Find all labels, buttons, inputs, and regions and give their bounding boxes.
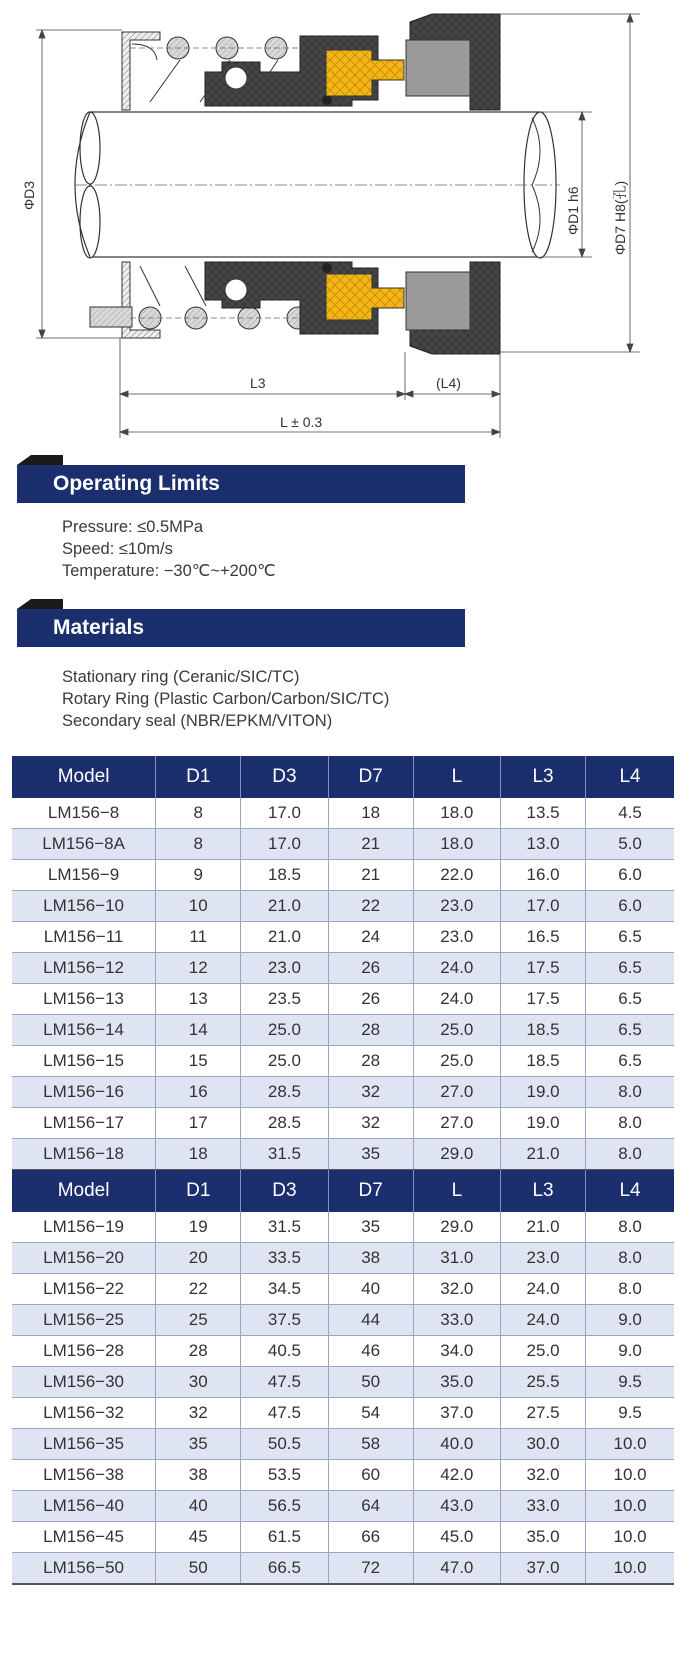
cell-l3: 18.5 [500,1046,585,1077]
cell-l3: 25.0 [500,1336,585,1367]
cell-l: 29.0 [413,1212,500,1243]
cell-l4: 9.0 [586,1336,674,1367]
cell-model: LM156−40 [12,1491,156,1522]
cell-l: 25.0 [413,1015,500,1046]
header-tab-decoration [17,599,63,609]
cell-d7: 50 [328,1367,413,1398]
cell-model: LM156−35 [12,1429,156,1460]
stationary-ring-material: Stationary ring (Ceranic/SIC/TC) [62,668,300,686]
table-row [12,922,674,953]
cell-l3: 19.0 [500,1077,585,1108]
col-header-d1: D1 [156,1170,241,1212]
table-header-row [12,756,674,798]
cell-l: 35.0 [413,1367,500,1398]
table-row [12,984,674,1015]
cell-l3: 25.5 [500,1367,585,1398]
cell-l4: 8.0 [586,1243,674,1274]
cell-d3: 28.5 [241,1077,328,1108]
cell-d3: 61.5 [241,1522,328,1553]
rotary-face-insert-bottom [326,274,404,320]
label-l3: L3 [250,375,266,391]
cell-d7: 35 [328,1139,413,1171]
cell-d1: 16 [156,1077,241,1108]
cell-l: 32.0 [413,1274,500,1305]
cell-l4: 6.0 [586,891,674,922]
col-header-l4: L4 [586,1170,674,1212]
cell-d1: 13 [156,984,241,1015]
cell-l4: 4.5 [586,798,674,829]
cell-d7: 40 [328,1274,413,1305]
cell-model: LM156−11 [12,922,156,953]
cell-d3: 56.5 [241,1491,328,1522]
temperature-limit: Temperature: −30℃~+200℃ [62,562,276,580]
cell-d3: 17.0 [241,798,328,829]
cell-l: 43.0 [413,1491,500,1522]
cell-model: LM156−15 [12,1046,156,1077]
cell-l3: 21.0 [500,1139,585,1171]
cell-d7: 21 [328,860,413,891]
cell-d7: 60 [328,1460,413,1491]
cell-d7: 22 [328,891,413,922]
materials-title: Materials [17,609,465,647]
operating-limits-title: Operating Limits [17,465,465,503]
cell-d1: 38 [156,1460,241,1491]
cell-d7: 44 [328,1305,413,1336]
cell-model: LM156−20 [12,1243,156,1274]
cell-d7: 46 [328,1336,413,1367]
table-row [12,1305,674,1336]
cell-d3: 17.0 [241,829,328,860]
table-row [12,1046,674,1077]
col-header-d1: D1 [156,756,241,798]
materials-header [17,599,465,637]
materials-list [62,666,389,732]
cell-d3: 66.5 [241,1553,328,1585]
cell-l3: 30.0 [500,1429,585,1460]
cell-l4: 5.0 [586,829,674,860]
cell-d7: 58 [328,1429,413,1460]
cell-d7: 66 [328,1522,413,1553]
cell-l: 27.0 [413,1108,500,1139]
cell-d3: 25.0 [241,1046,328,1077]
cell-l: 34.0 [413,1336,500,1367]
cell-d1: 12 [156,953,241,984]
cell-d3: 21.0 [241,891,328,922]
cell-d3: 25.0 [241,1015,328,1046]
label-d7: ΦD7 H8(孔) [612,180,628,255]
cell-l4: 9.5 [586,1367,674,1398]
seal-cross-section-drawing [0,0,700,480]
cell-l3: 19.0 [500,1108,585,1139]
cell-d7: 72 [328,1553,413,1585]
cell-l4: 8.0 [586,1212,674,1243]
cell-d1: 35 [156,1429,241,1460]
cell-l: 24.0 [413,984,500,1015]
col-header-l3: L3 [500,1170,585,1212]
cell-l: 45.0 [413,1522,500,1553]
rotary-ring-material: Rotary Ring (Plastic Carbon/Carbon/SIC/TC) [62,690,390,708]
cell-d1: 18 [156,1139,241,1171]
cell-model: LM156−45 [12,1522,156,1553]
cell-l3: 16.0 [500,860,585,891]
cell-l: 22.0 [413,860,500,891]
header-tab-decoration [17,455,63,465]
label-l: L ± 0.3 [280,414,323,430]
cell-model: LM156−9 [12,860,156,891]
cell-d1: 28 [156,1336,241,1367]
cell-d3: 47.5 [241,1398,328,1429]
cell-l: 33.0 [413,1305,500,1336]
cell-l3: 37.0 [500,1553,585,1585]
col-header-model: Model [12,756,156,798]
cell-l4: 9.0 [586,1305,674,1336]
cell-l: 42.0 [413,1460,500,1491]
cell-l4: 10.0 [586,1491,674,1522]
col-header-l4: L4 [586,756,674,798]
cell-l: 40.0 [413,1429,500,1460]
label-d1: ΦD1 h6 [565,186,581,235]
cell-d1: 32 [156,1398,241,1429]
cell-d1: 8 [156,798,241,829]
rotary-face-insert-top [326,50,404,96]
col-header-d3: D3 [241,756,328,798]
cell-model: LM156−14 [12,1015,156,1046]
table-row [12,1243,674,1274]
cell-l4: 6.5 [586,922,674,953]
cell-d7: 38 [328,1243,413,1274]
cell-d3: 33.5 [241,1243,328,1274]
cell-l3: 27.5 [500,1398,585,1429]
cell-d7: 26 [328,984,413,1015]
cell-d7: 54 [328,1398,413,1429]
col-header-l: L [413,756,500,798]
cell-l4: 6.5 [586,953,674,984]
cell-l3: 32.0 [500,1460,585,1491]
operating-limits-header [17,455,465,493]
cell-d1: 40 [156,1491,241,1522]
cell-l4: 6.0 [586,860,674,891]
cell-d1: 10 [156,891,241,922]
table-row [12,1077,674,1108]
cell-d7: 18 [328,798,413,829]
cell-d1: 15 [156,1046,241,1077]
cell-d7: 28 [328,1015,413,1046]
table-row [12,1336,674,1367]
table-row [12,860,674,891]
cell-model: LM156−16 [12,1077,156,1108]
cell-l: 23.0 [413,891,500,922]
cell-l3: 16.5 [500,922,585,953]
cell-d3: 18.5 [241,860,328,891]
cell-l3: 21.0 [500,1212,585,1243]
table-row [12,953,674,984]
cell-d1: 17 [156,1108,241,1139]
cell-l4: 9.5 [586,1398,674,1429]
cell-l3: 17.0 [500,891,585,922]
cell-model: LM156−19 [12,1212,156,1243]
cell-l3: 24.0 [500,1305,585,1336]
cell-l: 24.0 [413,953,500,984]
cell-d1: 50 [156,1553,241,1585]
label-d3: ΦD3 [21,180,37,210]
table-row [12,1429,674,1460]
cell-l4: 6.5 [586,984,674,1015]
cell-d1: 9 [156,860,241,891]
table-row [12,1398,674,1429]
cell-d1: 22 [156,1274,241,1305]
cell-d7: 35 [328,1212,413,1243]
cell-l3: 24.0 [500,1274,585,1305]
col-header-l: L [413,1170,500,1212]
cell-model: LM156−17 [12,1108,156,1139]
table-row [12,1553,674,1585]
spring-retainer-top [122,32,160,110]
cell-d1: 45 [156,1522,241,1553]
cell-l: 18.0 [413,798,500,829]
cell-model: LM156−32 [12,1398,156,1429]
cell-d1: 30 [156,1367,241,1398]
cell-d1: 20 [156,1243,241,1274]
pressure-limit: Pressure: ≤0.5MPa [62,518,204,536]
col-header-d7: D7 [328,1170,413,1212]
cell-l3: 23.0 [500,1243,585,1274]
table-row [12,798,674,829]
cell-l: 18.0 [413,829,500,860]
shaft [75,112,560,258]
cell-d1: 11 [156,922,241,953]
table-row [12,1367,674,1398]
cell-d3: 23.0 [241,953,328,984]
cell-model: LM156−18 [12,1139,156,1171]
cell-l3: 13.0 [500,829,585,860]
cell-d3: 37.5 [241,1305,328,1336]
cell-d3: 53.5 [241,1460,328,1491]
cell-d1: 14 [156,1015,241,1046]
cell-l: 29.0 [413,1139,500,1171]
cell-l: 37.0 [413,1398,500,1429]
cell-l: 25.0 [413,1046,500,1077]
table-row [12,1274,674,1305]
cell-l3: 35.0 [500,1522,585,1553]
cell-model: LM156−10 [12,891,156,922]
label-l4: (L4) [436,375,461,391]
cell-model: LM156−8A [12,829,156,860]
cell-l: 47.0 [413,1553,500,1585]
table-row [12,1212,674,1243]
cell-d7: 21 [328,829,413,860]
table-row [12,829,674,860]
cell-l4: 6.5 [586,1015,674,1046]
table-row [12,1139,674,1171]
cell-d3: 23.5 [241,984,328,1015]
col-header-l3: L3 [500,756,585,798]
table-header-row [12,1170,674,1212]
cell-l4: 10.0 [586,1429,674,1460]
cell-l4: 10.0 [586,1460,674,1491]
cell-l4: 6.5 [586,1046,674,1077]
cell-model: LM156−28 [12,1336,156,1367]
col-header-model: Model [12,1170,156,1212]
cell-l4: 8.0 [586,1274,674,1305]
cell-model: LM156−22 [12,1274,156,1305]
cell-model: LM156−38 [12,1460,156,1491]
cell-d3: 31.5 [241,1139,328,1171]
cell-l: 27.0 [413,1077,500,1108]
cell-model: LM156−25 [12,1305,156,1336]
cell-l4: 10.0 [586,1553,674,1585]
dimension-table-2 [12,1170,674,1585]
operating-limits-list [62,516,276,582]
table-row [12,1015,674,1046]
cell-d1: 8 [156,829,241,860]
cell-d7: 32 [328,1108,413,1139]
table-row [12,1108,674,1139]
cell-d1: 19 [156,1212,241,1243]
cell-l: 23.0 [413,922,500,953]
cell-l4: 10.0 [586,1522,674,1553]
cell-model: LM156−13 [12,984,156,1015]
cell-model: LM156−30 [12,1367,156,1398]
table-row [12,891,674,922]
cell-l3: 18.5 [500,1015,585,1046]
dimension-table-1 [12,756,674,1171]
cell-model: LM156−8 [12,798,156,829]
cell-d3: 34.5 [241,1274,328,1305]
cell-l: 31.0 [413,1243,500,1274]
cell-d3: 40.5 [241,1336,328,1367]
cell-l3: 17.5 [500,953,585,984]
cell-d7: 24 [328,922,413,953]
cell-l3: 13.5 [500,798,585,829]
cell-model: LM156−50 [12,1553,156,1585]
cell-d3: 47.5 [241,1367,328,1398]
col-header-d3: D3 [241,1170,328,1212]
cell-d7: 32 [328,1077,413,1108]
cell-d7: 28 [328,1046,413,1077]
cell-d3: 50.5 [241,1429,328,1460]
cell-l3: 17.5 [500,984,585,1015]
cell-d7: 64 [328,1491,413,1522]
table-row [12,1491,674,1522]
cell-d3: 31.5 [241,1212,328,1243]
cell-l3: 33.0 [500,1491,585,1522]
cell-d7: 26 [328,953,413,984]
speed-limit: Speed: ≤10m/s [62,540,173,558]
cell-l4: 8.0 [586,1077,674,1108]
secondary-seal-material: Secondary seal (NBR/EPKM/VITON) [62,712,333,730]
col-header-d7: D7 [328,756,413,798]
cell-model: LM156−12 [12,953,156,984]
table-row [12,1522,674,1553]
table-row [12,1460,674,1491]
cell-d3: 21.0 [241,922,328,953]
cell-d1: 25 [156,1305,241,1336]
cell-l4: 8.0 [586,1108,674,1139]
cell-l4: 8.0 [586,1139,674,1171]
cell-d3: 28.5 [241,1108,328,1139]
